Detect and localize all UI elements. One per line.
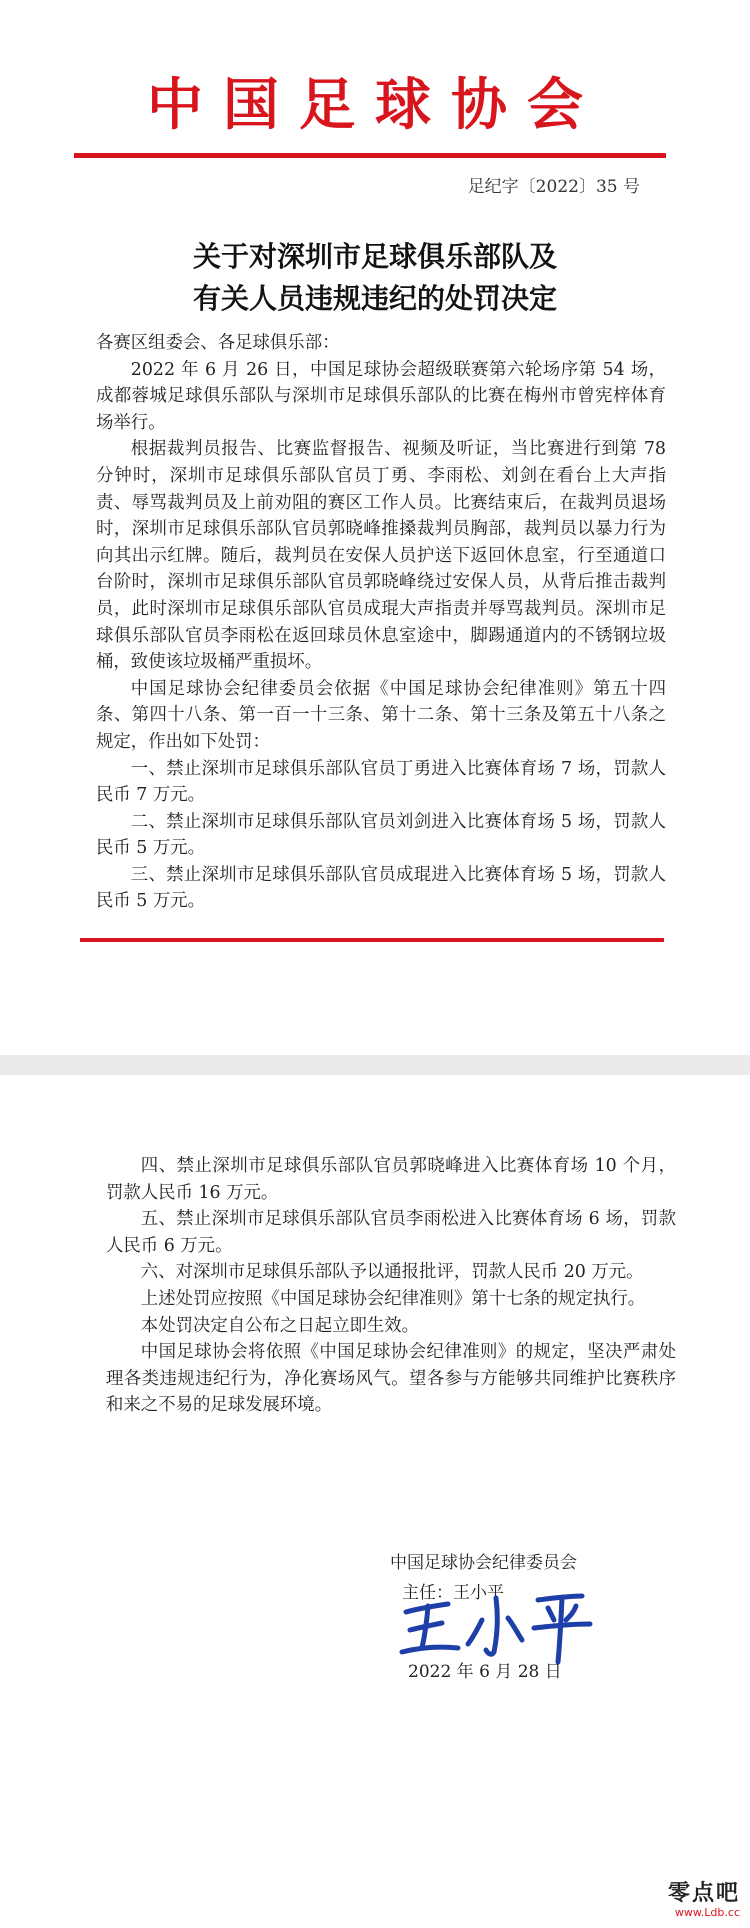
signoff-date: 2022 年 6 月 28 日 (408, 1662, 562, 1682)
penalty-item-2: 二、禁止深圳市足球俱乐部队官员刘剑进入比赛体育场 5 场，罚款人民币 5 万元。 (96, 811, 666, 859)
signoff-organization: 中国足球协会纪律委员会 (390, 1553, 577, 1573)
footer-red-rule (80, 938, 664, 942)
salutation: 各赛区组委会、各足球俱乐部： (96, 333, 340, 353)
paragraph-effective: 本处罚决定自公布之日起立即生效。 (140, 1315, 420, 1336)
penalty-item-4: 四、禁止深圳市足球俱乐部队官员郭晓峰进入比赛体育场 10 个月，罚款人民币 16 万元。 (106, 1156, 676, 1203)
watermark-url: www.Ldb.cc (674, 1906, 740, 1919)
document-number: 足纪字〔2022〕35 号 (467, 177, 640, 197)
handwritten-signature (398, 1590, 598, 1666)
watermark-name: 零点吧 (667, 1880, 740, 1906)
masthead-org-name: 中国足球协会 (147, 73, 603, 138)
title-line-2: 有关人员违规违纪的处罚决定 (192, 282, 557, 315)
penalty-item-3: 三、禁止深圳市足球俱乐部队官员成琨进入比赛体育场 5 场，罚款人民币 5 万元。 (96, 864, 666, 912)
paragraph-match-info: 2022 年 6 月 26 日，中国足球协会超级联赛第六轮场序第 54 场，成都蓉城足球俱乐部队与深圳市足球俱乐部队的比赛在梅州市曾宪梓体育场举行。 (96, 359, 666, 433)
penalty-item-5: 五、禁止深圳市足球俱乐部队官员李雨松进入比赛体育场 6 场，罚款人民币 6 万元。 (106, 1209, 676, 1256)
paragraph-basis: 中国足球协会纪律委员会依据《中国足球协会纪律准则》第五十四条、第四十八条、第一百一十三条、第十二条、第十三条及第五十八条之规定，作出如下处罚： (96, 678, 666, 752)
penalty-item-1: 一、禁止深圳市足球俱乐部队官员丁勇进入比赛体育场 7 场，罚款人民币 7 万元。 (96, 758, 666, 806)
paragraph-incident: 根据裁判员报告、比赛监督报告、视频及听证，当比赛进行到第 78 分钟时，深圳市足球俱乐部队官员丁勇、李雨松、刘剑在看台上大声指责、辱骂裁判员及上前劝阻的赛区工作人员。比赛结束后，在裁判员退场时，深圳市足球俱乐部队官员郭晓峰推搡裁判员胸部，裁判员以暴力行为向其出示红牌。随后，裁判员在安保人员护送下返回休息室，行至通道口台阶时，深圳市足球俱乐部队官员郭晓峰绕过安保人员，从背后推击裁判员，此时深圳市足球俱乐部队官员成琨大声指责并辱骂裁判员。深圳市足球俱乐部队官员李雨松在返回球员休息室途中，脚踢通道内的不锈钢垃圾桶，致使该垃圾桶严重损坏。 (96, 439, 666, 673)
document-body-page-1 (96, 330, 666, 915)
header-red-rule (74, 153, 666, 158)
document-title (0, 236, 750, 320)
document-body-page-2 (106, 1153, 676, 1419)
signoff-chief: 主任：王小平 (402, 1583, 504, 1603)
paragraph-closing: 中国足球协会将依照《中国足球协会纪律准则》的规定，坚决严肃处理各类违规违纪行为，净化赛场风气。望各参与方能够共同维护比赛秩序和来之不易的足球发展环境。 (106, 1342, 676, 1416)
penalty-item-6: 六、对深圳市足球俱乐部队予以通报批评，罚款人民币 20 万元。 (140, 1262, 644, 1283)
site-watermark (640, 1880, 740, 1919)
paragraph-execution: 上述处罚应按照《中国足球协会纪律准则》第十七条的规定执行。 (140, 1288, 646, 1309)
title-line-1: 关于对深圳市足球俱乐部队及 (192, 240, 557, 273)
